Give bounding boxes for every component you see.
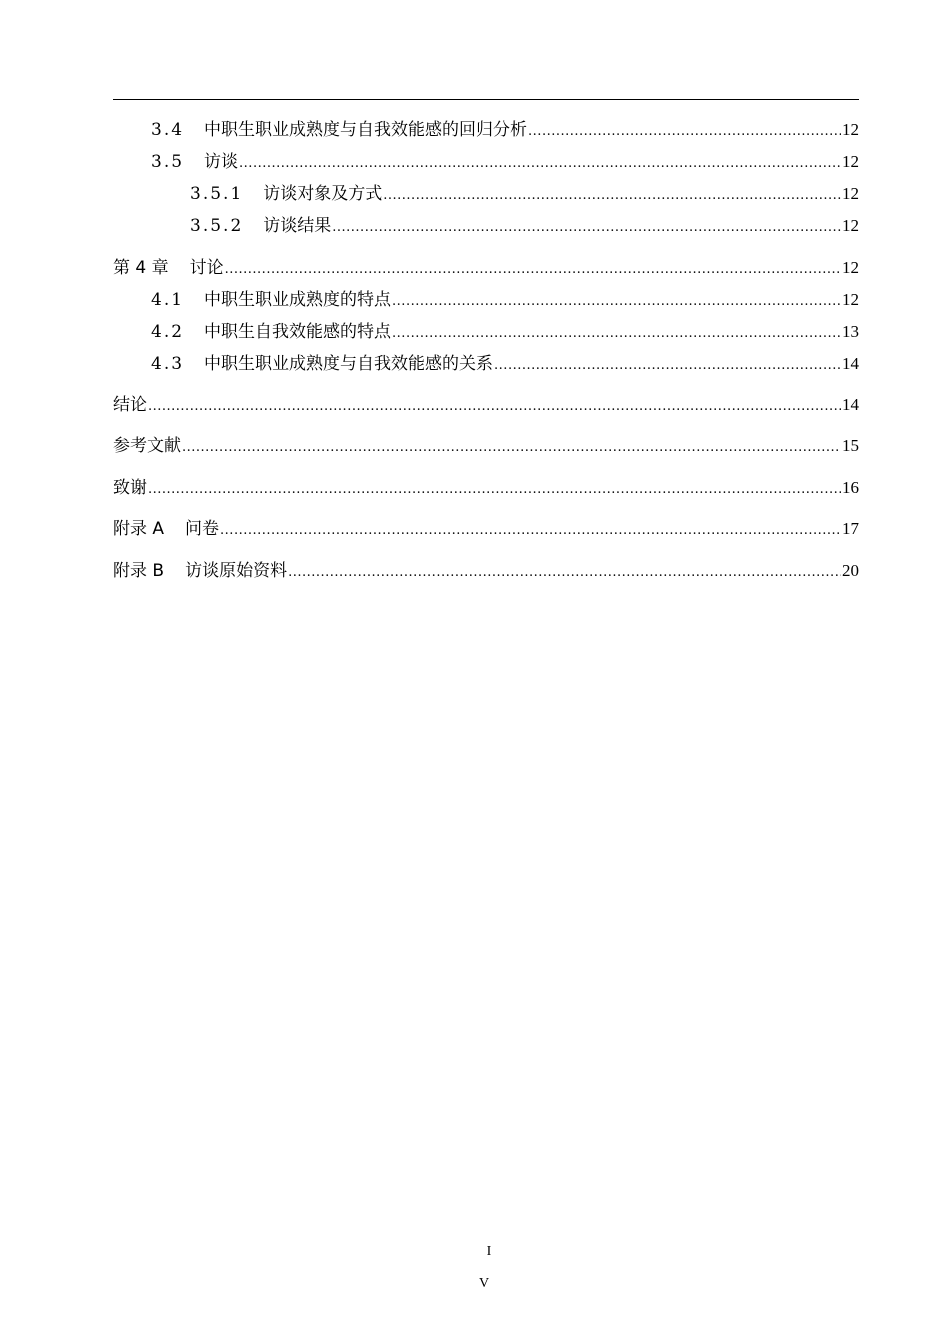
toc-entry[interactable] (113, 214, 859, 238)
toc-entry-page: 14 (842, 395, 859, 414)
toc-dot-leader (225, 258, 841, 282)
toc-entry-title: 致谢 (113, 478, 147, 498)
toc-entry[interactable] (113, 476, 859, 500)
toc-entry-title: 访谈 (204, 152, 239, 172)
toc-entry[interactable] (113, 393, 859, 417)
toc-entry[interactable] (113, 182, 859, 206)
toc-entry-page: 12 (842, 152, 859, 171)
toc-entry-page: 12 (842, 120, 859, 139)
toc-entry[interactable] (113, 559, 859, 583)
header-rule (113, 99, 859, 100)
toc-entry-page: 15 (842, 436, 859, 455)
toc-dot-leader (383, 184, 841, 208)
toc-dot-leader (148, 478, 841, 502)
toc-dot-leader (494, 354, 841, 378)
toc-entry-number: 附录 B (113, 561, 165, 581)
toc-entry[interactable] (113, 352, 859, 376)
toc-entry-number: 4.3 (151, 354, 185, 374)
toc-dot-leader (528, 120, 841, 144)
page-number-roman-secondary: V (478, 1276, 490, 1291)
toc-entry-title: 讨论 (189, 258, 224, 278)
toc-entry-title: 中职生自我效能感的特点 (204, 322, 392, 342)
toc-entry-title: 中职生职业成熟度与自我效能感的回归分析 (204, 120, 528, 140)
toc-entry[interactable] (113, 320, 859, 344)
toc-entry[interactable] (113, 150, 859, 174)
toc-entry-number: 3.4 (151, 120, 185, 140)
toc-entry[interactable] (113, 517, 859, 541)
toc-entry-title: 访谈对象及方式 (263, 184, 383, 204)
toc-entry[interactable] (113, 256, 859, 280)
toc-dot-leader (392, 322, 841, 346)
toc-entry-page: 12 (842, 290, 859, 309)
toc-entry-page: 13 (842, 322, 859, 341)
toc-dot-leader (332, 216, 841, 240)
toc-entry-page: 12 (842, 258, 859, 277)
toc-entry-title: 结论 (113, 395, 147, 415)
toc-entry-number: 4.2 (151, 322, 185, 342)
toc-dot-leader (288, 561, 841, 585)
toc-dot-leader (392, 290, 841, 314)
toc-entry-number: 3.5.2 (190, 216, 244, 236)
toc-dot-leader (220, 519, 841, 543)
toc-entry-title: 访谈结果 (263, 216, 332, 236)
toc-entry-title: 问卷 (185, 519, 220, 539)
page-number-roman: I (486, 1244, 492, 1259)
toc-entry-page: 20 (842, 561, 859, 580)
toc-entry-page: 17 (842, 519, 859, 538)
toc-entry-number: 3.5 (151, 152, 185, 172)
toc-entry-title: 中职生职业成熟度的特点 (204, 290, 392, 310)
toc-entry-title: 参考文献 (113, 436, 181, 456)
toc-entry-page: 14 (842, 354, 859, 373)
toc-dot-leader (148, 395, 841, 419)
toc-entry-page: 16 (842, 478, 859, 497)
toc-entry-title: 访谈原始资料 (185, 561, 288, 581)
toc-entry-number: 4.1 (151, 290, 185, 310)
toc-entry[interactable] (113, 118, 859, 142)
toc-entry-page: 12 (842, 216, 859, 235)
toc-entry[interactable] (113, 434, 859, 458)
toc-dot-leader (182, 436, 841, 460)
toc-entry-title: 中职生职业成熟度与自我效能感的关系 (204, 354, 494, 374)
toc-dot-leader (239, 152, 841, 176)
toc-entry-number: 附录 A (113, 519, 165, 539)
toc-entry-page: 12 (842, 184, 859, 203)
toc-entry[interactable] (113, 288, 859, 312)
toc-entry-number: 第 4 章 (113, 258, 169, 278)
toc-entry-number: 3.5.1 (190, 184, 244, 204)
